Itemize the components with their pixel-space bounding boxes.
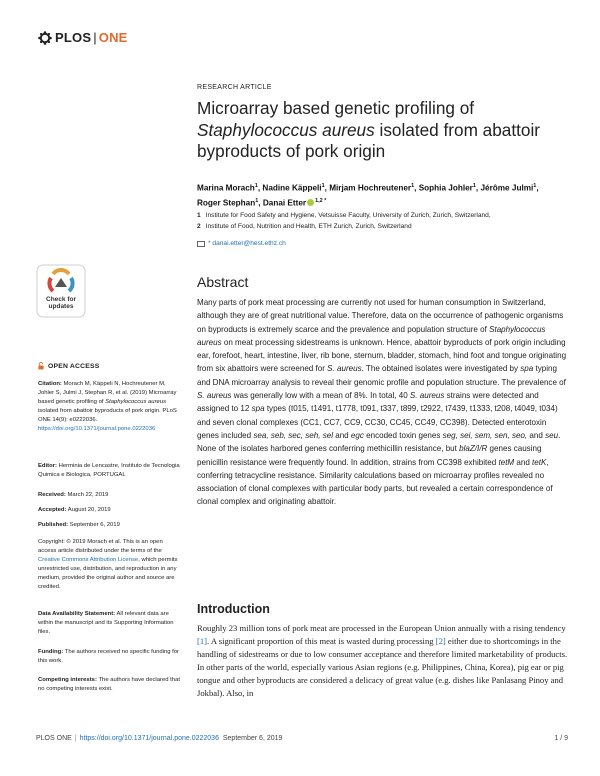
email-link[interactable]: * danai.etter@hest.ethz.ch xyxy=(208,240,286,247)
abstract-segment: types (t015, t1491, t1778, t091, t337, t899, t2922, t7439, t1333, t208, t4049, t034) and seven clonal complexes (CC1, CC7, CC9, CC30, CC45, CC49, CC398). Detected enterotoxin genes included xyxy=(197,404,558,440)
open-access-label xyxy=(38,362,99,370)
abstract-italic: Staphylococcus aureus xyxy=(197,324,546,347)
logo-plos-text: PLOS xyxy=(55,30,92,45)
accepted-label: Accepted: xyxy=(38,507,67,513)
affiliation-2 xyxy=(197,222,577,232)
footer-left: PLOS ONE | https://doi.org/10.1371/journal.pone.0222036 September 6, 2019 xyxy=(36,735,283,742)
citation-text: Morach M, Käppeli N, Hochreutener M, Johler S, Julmi J, Stephan R, et al. (2019) Microarray based genetic profiling of xyxy=(38,381,177,405)
plos-logo-icon xyxy=(38,31,52,45)
abstract-segment: and xyxy=(514,457,533,467)
author-affiliation-sup: 1 xyxy=(472,183,476,189)
author-name[interactable]: Danai Etter xyxy=(262,198,307,208)
title-line-2-rest: isolated from abattoir xyxy=(374,119,540,140)
editor-text: Herminia de Lencastre, Instituto de Tecnologia Quimica e Biologica, PORTUGAL xyxy=(38,463,180,478)
author-name[interactable]: Sophia Johler xyxy=(418,183,473,193)
citation-label: Citation: xyxy=(38,381,62,387)
author-affiliation-sup: 1 xyxy=(255,197,259,204)
author-name[interactable]: Marina Morach xyxy=(197,183,255,193)
article-title xyxy=(197,98,557,163)
affiliation-text: Institute of Food, Nutrition and Health, ETH Zurich, Zurich, Switzerland xyxy=(205,223,412,230)
license-link[interactable]: Creative Commons Attribution License xyxy=(38,556,139,563)
abstract-segment: encoded toxin genes xyxy=(363,430,443,440)
introduction-heading: Introduction xyxy=(197,602,270,616)
abstract-segment: , conferring tetracycline resistance. Similarity calculations based on microarray profiles revealed no association of clonal complexes with particular body parts, but revealed a certain correspondence of clonal complex and originating abattoir. xyxy=(197,457,553,507)
author-name[interactable]: Jérôme Julmi xyxy=(480,183,534,193)
abstract-segment: on meat processing sidestreams is unknown. Hence, abattoir byproducts of pork origin including ear, forefoot, heart, intestine, liver, rib bone, sternum, bladder, stomach, hind foot and tongue originating from six abattoirs were screened for xyxy=(197,337,567,374)
author-name[interactable]: Roger Stephan xyxy=(197,198,256,208)
journal-logo[interactable] xyxy=(38,30,128,45)
badge-line-1: Check for xyxy=(46,296,76,303)
affiliation-text: Institute for Food Safety and Hygiene, Vetsuisse Faculty, University of Zurich, Zurich, Switzerland, xyxy=(205,212,491,219)
affiliation-number: 2 xyxy=(197,223,201,230)
data-availability-text: All relevant data are within the manuscript and its Supporting Information files. xyxy=(38,611,174,635)
data-availability-block xyxy=(38,610,180,637)
abstract-italic: S. aureus xyxy=(409,391,445,401)
author-name[interactable]: Mirjam Hochreutener xyxy=(329,183,412,193)
footer-date: September 6, 2019 xyxy=(222,735,283,742)
abstract-italic: sea, seb, sec, seh, sel xyxy=(253,430,333,440)
author-affiliation-sup: 1 xyxy=(533,183,537,189)
logo-separator: | xyxy=(93,30,97,45)
funding-label: Funding: xyxy=(38,649,64,655)
abstract-text xyxy=(197,296,569,509)
affiliation-number: 1 xyxy=(197,212,201,219)
abstract-heading: Abstract xyxy=(197,274,249,290)
abstract-italic: tetK xyxy=(532,457,547,467)
editor-block xyxy=(38,462,180,480)
abstract-segment: and xyxy=(527,430,546,440)
abstract-segment: . None of the isolates harbored genes conferring methicillin resistance, but xyxy=(197,430,561,454)
affiliation-1 xyxy=(197,211,577,221)
title-species: Staphylococcus aureus xyxy=(197,119,375,140)
editor-label: Editor: xyxy=(38,463,57,469)
intro-segment: . A significant proportion of this meat is wasted during processing xyxy=(207,636,436,646)
abstract-italic: egc xyxy=(350,430,364,440)
funding-block xyxy=(38,648,180,666)
check-for-updates-label xyxy=(36,296,86,310)
citation-doi-link[interactable]: https://doi.org/10.1371/journal.pone.0222036 xyxy=(38,425,156,432)
article-type: RESEARCH ARTICLE xyxy=(197,84,272,91)
reference-link[interactable]: [1] xyxy=(197,636,208,646)
orcid-icon[interactable] xyxy=(307,199,314,206)
envelope-icon xyxy=(197,241,205,247)
logo-one-text: ONE xyxy=(98,30,128,45)
intro-segment: either due to shortcomings in the handling of sidestreams or due to low consumer acceptance and therefore limited marketability of products. In other parts of the world, especially various Asian regions (e.g. Philippines, China, Korea), pig ear or pig tongue and other byproducts are considered a delicacy of great value (e.g. dishes like Panlasang Pinoy and Jokbal). Also, in xyxy=(197,636,568,698)
footer-journal: PLOS ONE xyxy=(36,735,72,742)
author-affiliation-sup: 1 xyxy=(254,183,258,189)
abstract-segment: strains were detected and assigned to 12 xyxy=(197,391,539,414)
received-date xyxy=(38,491,180,500)
author-name[interactable]: Nadine Käppeli xyxy=(262,183,322,193)
title-line-1: Microarray based genetic profiling of xyxy=(197,98,475,118)
author-affiliation-sup: 1 xyxy=(411,183,415,189)
competing-interests-text: The authors have declared that no competing interests exist. xyxy=(38,677,180,692)
abstract-italic: tetM xyxy=(498,457,515,467)
open-lock-icon xyxy=(38,362,44,370)
title-line-3: byproducts of pork origin xyxy=(197,141,386,161)
abstract-segment: and xyxy=(333,430,351,440)
abstract-segment: . The obtained isolates were investigated by xyxy=(361,364,521,374)
received-label: Received: xyxy=(38,492,66,498)
footer-doi-link[interactable]: https://doi.org/10.1371/journal.pone.0222036 xyxy=(79,735,219,742)
abstract-italic: blaZ/I/R xyxy=(459,444,488,454)
published-text: September 6, 2019 xyxy=(68,522,120,528)
abstract-italic: S. aureus xyxy=(327,364,362,374)
page-number: 1 / 9 xyxy=(554,735,568,742)
abstract-italic: spa xyxy=(520,364,534,374)
open-access-text: OPEN ACCESS xyxy=(48,362,100,370)
accepted-text: August 20, 2019 xyxy=(66,507,111,513)
copyright-text: Copyright: © 2019 Morach et al. This is an open access article distributed under the terms of the xyxy=(38,539,163,554)
published-date xyxy=(38,521,180,530)
abstract-italic: seg, sei, sem, sen, seo, xyxy=(442,430,528,440)
intro-segment: Roughly 23 million tons of pork meat are processed in the European Union annually with a rising tendency xyxy=(197,623,566,633)
published-label: Published: xyxy=(38,522,69,528)
abstract-segment: was generally low with a mean of 8%. In total, 40 xyxy=(231,391,410,401)
reference-link[interactable]: [2] xyxy=(435,636,446,646)
copyright-block xyxy=(38,538,180,591)
competing-interests-label: Competing interests: xyxy=(38,677,97,683)
corresponding-email[interactable] xyxy=(197,240,286,247)
received-text: March 22, 2019 xyxy=(65,492,109,498)
page-footer xyxy=(36,735,568,742)
abstract-segment: typing and DNA microarray analysis to reveal their genomic profile and population structure. The prevalence of xyxy=(197,364,566,387)
data-availability-label: Data Availability Statement: xyxy=(38,611,116,617)
abstract-italic: S. aureus xyxy=(197,391,232,401)
competing-interests-block xyxy=(38,676,180,694)
abstract-segment: genes causing penicillin resistance were frequently found. In addition, strains from CC398 exhibited xyxy=(197,444,542,467)
badge-line-2: updates xyxy=(48,303,74,310)
introduction-text xyxy=(197,622,569,700)
abstract-italic: seu xyxy=(545,430,559,440)
citation-species: Staphylococcus aureus xyxy=(105,398,167,405)
author-affiliation-sup: 1,2 * xyxy=(315,197,327,204)
accepted-date xyxy=(38,506,180,515)
citation-block xyxy=(38,380,180,433)
author-affiliation-sup: 1 xyxy=(321,183,325,189)
funding-text: The authors received no specific funding for this work. xyxy=(38,649,180,664)
abstract-italic: spa xyxy=(251,404,265,414)
copyright-text-2: , which permits unrestricted use, distribution, and reproduction in any medium, provided the original author and source are credited. xyxy=(38,556,178,590)
abstract-segment: Many parts of pork meat processing are currently not used for human consumption in Switzerland, although they are of great nutritional value. Therefore, data on the occurrence of pathogenic organisms on byproducts is extremely scarce and the prevalence and population structure of xyxy=(197,298,564,334)
author-list: Marina Morach$^1$, Nadine Käppeli$^1$, Mirjam Hochreutener$^1$, Sophia Johler$^1$, Jérôme Julmi$^1$, Roger Stephan$^1$, Danai Etter $^{1,2 *}$ xyxy=(197,183,539,208)
citation-text-2: isolated from abattoir byproducts of pork origin. PLoS ONE 14(9): e0222036. xyxy=(38,407,177,423)
